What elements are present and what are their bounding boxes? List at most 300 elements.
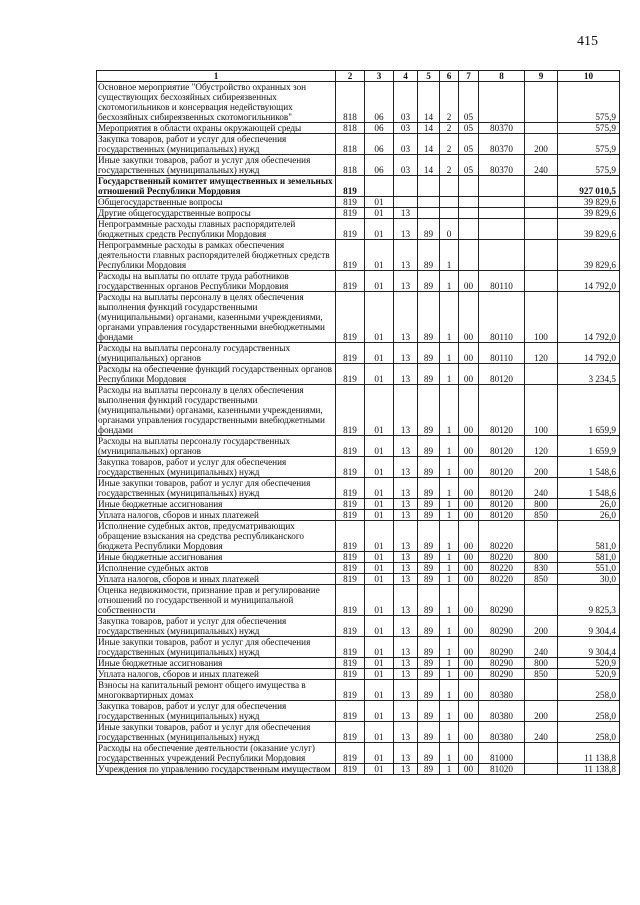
item-name: Мероприятия в области охраны окружающей среды — [97, 123, 336, 134]
code-expense-type — [525, 271, 558, 292]
code-expense-type: 100 — [525, 385, 558, 436]
code-subsection: 13 — [394, 658, 418, 669]
code-direction: 80290 — [479, 658, 525, 669]
code-section: 01 — [365, 385, 394, 436]
table-row — [97, 271, 620, 292]
code-grbs: 819 — [336, 563, 365, 574]
table-body — [97, 82, 620, 775]
code-event: 00 — [459, 478, 479, 499]
code-subprogram: 1 — [440, 637, 459, 658]
amount: 258,0 — [558, 701, 620, 722]
code-section: 01 — [365, 616, 394, 637]
code-grbs: 819 — [336, 722, 365, 743]
code-expense-type: 830 — [525, 563, 558, 574]
code-event: 00 — [459, 521, 479, 552]
code-expense-type — [525, 585, 558, 616]
code-subsection: 13 — [394, 271, 418, 292]
code-expense-type — [525, 521, 558, 552]
code-subsection: 13 — [394, 521, 418, 552]
code-event: 00 — [459, 292, 479, 343]
code-program: 14 — [418, 123, 440, 134]
amount: 1 548,6 — [558, 457, 620, 478]
table-row — [97, 436, 620, 457]
item-name: Закупка товаров, работ и услуг для обеспечения государственных (муниципальных) нужд — [97, 701, 336, 722]
code-expense-type: 200 — [525, 701, 558, 722]
code-section: 01 — [365, 701, 394, 722]
table-row — [97, 521, 620, 552]
code-program — [418, 176, 440, 197]
code-program: 89 — [418, 219, 440, 240]
code-program: 89 — [418, 722, 440, 743]
amount: 575,9 — [558, 134, 620, 155]
table-row — [97, 385, 620, 436]
table-row — [97, 134, 620, 155]
amount: 14 792,0 — [558, 343, 620, 364]
code-event: 00 — [459, 637, 479, 658]
code-section: 01 — [365, 669, 394, 680]
table-row — [97, 669, 620, 680]
code-subsection: 13 — [394, 637, 418, 658]
code-expense-type: 100 — [525, 292, 558, 343]
code-subsection: 13 — [394, 510, 418, 521]
amount: 39 829,6 — [558, 240, 620, 271]
code-expense-type: 120 — [525, 343, 558, 364]
item-name: Закупка товаров, работ и услуг для обеспечения государственных (муниципальных) нужд — [97, 134, 336, 155]
code-section: 06 — [365, 134, 394, 155]
table-row — [97, 343, 620, 364]
code-program: 89 — [418, 552, 440, 563]
code-event — [459, 197, 479, 208]
code-expense-type: 800 — [525, 658, 558, 669]
amount: 11 138,8 — [558, 743, 620, 764]
item-name: Расходы на обеспечение функций государственных органов Республики Мордовия — [97, 364, 336, 385]
column-header: 6 — [440, 71, 459, 82]
code-direction: 80220 — [479, 574, 525, 585]
amount: 14 792,0 — [558, 292, 620, 343]
amount: 9 304,4 — [558, 637, 620, 658]
code-direction — [479, 219, 525, 240]
code-direction: 80120 — [479, 499, 525, 510]
code-section: 01 — [365, 510, 394, 521]
code-expense-type: 850 — [525, 574, 558, 585]
code-event — [459, 240, 479, 271]
item-name: Расходы на выплаты персоналу в целях обеспечения выполнения функций государственными (муниципальными) органами, казенными учреждениями, органами управления государственными внебюджетными фондами — [97, 292, 336, 343]
code-direction: 80290 — [479, 669, 525, 680]
amount: 11 138,8 — [558, 764, 620, 775]
code-program: 89 — [418, 701, 440, 722]
code-expense-type — [525, 364, 558, 385]
table-row — [97, 499, 620, 510]
code-grbs: 819 — [336, 585, 365, 616]
header-row — [97, 71, 620, 82]
code-program: 89 — [418, 364, 440, 385]
code-grbs: 819 — [336, 208, 365, 219]
code-grbs: 819 — [336, 510, 365, 521]
code-direction: 80110 — [479, 271, 525, 292]
amount: 30,0 — [558, 574, 620, 585]
table-row — [97, 478, 620, 499]
code-program: 89 — [418, 637, 440, 658]
code-section: 01 — [365, 764, 394, 775]
code-subsection: 13 — [394, 680, 418, 701]
code-event: 00 — [459, 585, 479, 616]
code-expense-type: 800 — [525, 552, 558, 563]
code-subsection: 13 — [394, 208, 418, 219]
code-direction — [479, 82, 525, 123]
code-subsection: 13 — [394, 552, 418, 563]
code-subprogram: 1 — [440, 457, 459, 478]
page-number: 415 — [577, 34, 598, 49]
code-program: 89 — [418, 658, 440, 669]
item-name: Исполнение судебных актов — [97, 563, 336, 574]
amount: 1 659,9 — [558, 436, 620, 457]
code-subsection: 13 — [394, 436, 418, 457]
column-header: 5 — [418, 71, 440, 82]
code-grbs: 819 — [336, 680, 365, 701]
code-direction: 80370 — [479, 123, 525, 134]
table-row — [97, 585, 620, 616]
amount: 927 010,5 — [558, 176, 620, 197]
code-subprogram: 1 — [440, 292, 459, 343]
code-grbs: 819 — [336, 197, 365, 208]
amount: 575,9 — [558, 155, 620, 176]
table-row — [97, 637, 620, 658]
code-direction: 80380 — [479, 680, 525, 701]
code-subsection: 03 — [394, 123, 418, 134]
amount: 581,0 — [558, 521, 620, 552]
code-grbs: 819 — [336, 271, 365, 292]
code-subprogram: 1 — [440, 552, 459, 563]
code-subprogram: 1 — [440, 680, 459, 701]
code-section: 01 — [365, 343, 394, 364]
code-section: 01 — [365, 240, 394, 271]
item-name: Иные закупки товаров, работ и услуг для обеспечения государственных (муниципальных) нужд — [97, 637, 336, 658]
code-section: 01 — [365, 499, 394, 510]
code-grbs: 819 — [336, 701, 365, 722]
code-event: 00 — [459, 722, 479, 743]
table-row — [97, 123, 620, 134]
code-event: 00 — [459, 271, 479, 292]
code-subsection: 13 — [394, 385, 418, 436]
code-direction: 80120 — [479, 385, 525, 436]
code-subprogram: 2 — [440, 134, 459, 155]
code-subprogram: 1 — [440, 563, 459, 574]
code-section: 01 — [365, 743, 394, 764]
table-row — [97, 82, 620, 123]
item-name: Иные закупки товаров, работ и услуг для обеспечения государственных (муниципальных) нужд — [97, 722, 336, 743]
code-subprogram: 0 — [440, 219, 459, 240]
column-header: 1 — [97, 71, 336, 82]
code-direction: 80120 — [479, 478, 525, 499]
code-program — [418, 197, 440, 208]
code-direction: 80110 — [479, 292, 525, 343]
code-direction: 80220 — [479, 552, 525, 563]
table-row — [97, 616, 620, 637]
code-grbs: 819 — [336, 743, 365, 764]
item-name: Учреждения по управлению государственным имуществом — [97, 764, 336, 775]
code-expense-type: 200 — [525, 457, 558, 478]
amount: 26,0 — [558, 499, 620, 510]
code-direction — [479, 197, 525, 208]
code-subsection: 03 — [394, 155, 418, 176]
code-direction: 80120 — [479, 510, 525, 521]
code-event: 00 — [459, 457, 479, 478]
table-row — [97, 176, 620, 197]
code-grbs: 819 — [336, 364, 365, 385]
item-name: Государственный комитет имущественных и земельных отношений Республики Мордовия — [97, 176, 336, 197]
code-section: 01 — [365, 563, 394, 574]
code-grbs: 818 — [336, 82, 365, 123]
code-direction: 81000 — [479, 743, 525, 764]
code-direction: 80380 — [479, 701, 525, 722]
code-section: 01 — [365, 658, 394, 669]
code-program: 89 — [418, 563, 440, 574]
code-event: 05 — [459, 155, 479, 176]
code-subsection: 13 — [394, 574, 418, 585]
amount: 551,0 — [558, 563, 620, 574]
code-grbs: 819 — [336, 478, 365, 499]
budget-table — [96, 70, 620, 775]
code-subsection: 13 — [394, 563, 418, 574]
code-expense-type — [525, 208, 558, 219]
code-subsection: 13 — [394, 292, 418, 343]
code-event: 00 — [459, 343, 479, 364]
code-subprogram — [440, 176, 459, 197]
code-section — [365, 176, 394, 197]
code-expense-type — [525, 764, 558, 775]
amount: 1 659,9 — [558, 385, 620, 436]
code-section: 01 — [365, 552, 394, 563]
code-event: 00 — [459, 385, 479, 436]
table-row — [97, 240, 620, 271]
code-program: 89 — [418, 457, 440, 478]
item-name: Закупка товаров, работ и услуг для обеспечения государственных (муниципальных) нужд — [97, 616, 336, 637]
code-subprogram: 1 — [440, 271, 459, 292]
code-direction: 80380 — [479, 722, 525, 743]
code-subsection — [394, 197, 418, 208]
item-name: Исполнение судебных актов, предусматривающих обращение взыскания на средства республиканского бюджета Республики Мордовия — [97, 521, 336, 552]
code-expense-type: 850 — [525, 510, 558, 521]
table-row — [97, 292, 620, 343]
code-subprogram — [440, 208, 459, 219]
code-grbs: 819 — [336, 457, 365, 478]
code-grbs: 819 — [336, 574, 365, 585]
code-program: 14 — [418, 155, 440, 176]
code-subsection: 13 — [394, 669, 418, 680]
code-subsection: 13 — [394, 764, 418, 775]
table-header — [97, 71, 620, 82]
code-subsection: 13 — [394, 499, 418, 510]
table-row — [97, 574, 620, 585]
code-section: 01 — [365, 585, 394, 616]
code-subprogram: 1 — [440, 436, 459, 457]
code-expense-type: 120 — [525, 436, 558, 457]
column-header: 9 — [525, 71, 558, 82]
code-section: 06 — [365, 123, 394, 134]
amount: 520,9 — [558, 669, 620, 680]
code-event: 05 — [459, 134, 479, 155]
code-program: 89 — [418, 292, 440, 343]
code-subprogram: 1 — [440, 743, 459, 764]
code-expense-type — [525, 176, 558, 197]
code-direction: 80110 — [479, 343, 525, 364]
code-expense-type: 240 — [525, 637, 558, 658]
code-event: 00 — [459, 764, 479, 775]
amount: 39 829,6 — [558, 197, 620, 208]
amount: 3 234,5 — [558, 364, 620, 385]
code-subsection: 13 — [394, 343, 418, 364]
code-section: 06 — [365, 82, 394, 123]
code-direction: 80290 — [479, 585, 525, 616]
code-section: 01 — [365, 457, 394, 478]
code-grbs: 818 — [336, 155, 365, 176]
code-grbs: 819 — [336, 385, 365, 436]
code-expense-type — [525, 680, 558, 701]
code-program: 89 — [418, 764, 440, 775]
code-direction: 81020 — [479, 764, 525, 775]
code-grbs: 819 — [336, 292, 365, 343]
item-name: Уплата налогов, сборов и иных платежей — [97, 510, 336, 521]
code-expense-type — [525, 123, 558, 134]
amount: 575,9 — [558, 82, 620, 123]
code-event — [459, 176, 479, 197]
column-header: 2 — [336, 71, 365, 82]
code-direction: 80290 — [479, 616, 525, 637]
item-name: Расходы на выплаты персоналу государственных (муниципальных) органов — [97, 436, 336, 457]
item-name: Уплата налогов, сборов и иных платежей — [97, 669, 336, 680]
code-expense-type: 200 — [525, 616, 558, 637]
code-program: 89 — [418, 585, 440, 616]
code-section: 01 — [365, 521, 394, 552]
code-program: 89 — [418, 385, 440, 436]
code-grbs: 819 — [336, 658, 365, 669]
code-grbs: 819 — [336, 764, 365, 775]
code-grbs: 818 — [336, 134, 365, 155]
code-event: 00 — [459, 499, 479, 510]
amount: 9 304,4 — [558, 616, 620, 637]
code-subprogram: 1 — [440, 478, 459, 499]
item-name: Общегосударственные вопросы — [97, 197, 336, 208]
code-grbs: 819 — [336, 219, 365, 240]
table-row — [97, 197, 620, 208]
code-section: 01 — [365, 364, 394, 385]
code-grbs: 819 — [336, 499, 365, 510]
code-section: 01 — [365, 478, 394, 499]
code-direction — [479, 240, 525, 271]
code-event: 00 — [459, 552, 479, 563]
code-expense-type: 800 — [525, 499, 558, 510]
item-name: Расходы на выплаты персоналу государственных (муниципальных) органов — [97, 343, 336, 364]
code-section: 06 — [365, 155, 394, 176]
code-subprogram: 1 — [440, 669, 459, 680]
code-event: 00 — [459, 563, 479, 574]
code-event: 00 — [459, 658, 479, 669]
code-subsection: 13 — [394, 457, 418, 478]
code-event: 05 — [459, 123, 479, 134]
code-event: 00 — [459, 701, 479, 722]
amount: 258,0 — [558, 680, 620, 701]
code-event: 05 — [459, 82, 479, 123]
code-subprogram: 1 — [440, 364, 459, 385]
column-header: 4 — [394, 71, 418, 82]
item-name: Иные бюджетные ассигнования — [97, 658, 336, 669]
table-row — [97, 680, 620, 701]
item-name: Иные закупки товаров, работ и услуг для обеспечения государственных (муниципальных) нужд — [97, 478, 336, 499]
amount: 14 792,0 — [558, 271, 620, 292]
item-name: Основное мероприятие "Обустройство охранных зон существующих бесхозяйных сибиреязвенных скотомогильников и консервация недействующих бесхозяйных сибиреязвенных скотомогильников" — [97, 82, 336, 123]
code-expense-type — [525, 219, 558, 240]
code-subsection: 13 — [394, 616, 418, 637]
code-program: 89 — [418, 343, 440, 364]
table-row — [97, 722, 620, 743]
item-name: Взносы на капитальный ремонт общего имущества в многоквартирных домах — [97, 680, 336, 701]
code-direction: 80120 — [479, 436, 525, 457]
code-direction: 80370 — [479, 155, 525, 176]
code-event: 00 — [459, 680, 479, 701]
code-section: 01 — [365, 292, 394, 343]
code-event: 00 — [459, 510, 479, 521]
code-subsection: 13 — [394, 219, 418, 240]
table-row — [97, 701, 620, 722]
table-row — [97, 208, 620, 219]
code-expense-type: 240 — [525, 722, 558, 743]
code-program: 14 — [418, 82, 440, 123]
amount: 1 548,6 — [558, 478, 620, 499]
code-program: 89 — [418, 521, 440, 552]
amount: 575,9 — [558, 123, 620, 134]
code-subsection — [394, 176, 418, 197]
column-header: 8 — [479, 71, 525, 82]
code-section: 01 — [365, 271, 394, 292]
code-subsection: 13 — [394, 478, 418, 499]
code-grbs: 819 — [336, 521, 365, 552]
code-direction: 80220 — [479, 563, 525, 574]
code-subprogram: 1 — [440, 658, 459, 669]
code-subsection: 03 — [394, 82, 418, 123]
code-program — [418, 208, 440, 219]
code-subprogram: 2 — [440, 155, 459, 176]
code-grbs: 818 — [336, 123, 365, 134]
column-header: 3 — [365, 71, 394, 82]
code-event — [459, 208, 479, 219]
code-subprogram: 1 — [440, 499, 459, 510]
table-row — [97, 563, 620, 574]
code-subprogram: 2 — [440, 82, 459, 123]
code-event: 00 — [459, 574, 479, 585]
code-program: 89 — [418, 680, 440, 701]
code-section: 01 — [365, 436, 394, 457]
code-subprogram: 1 — [440, 616, 459, 637]
code-subsection: 13 — [394, 701, 418, 722]
item-name: Иные бюджетные ассигнования — [97, 499, 336, 510]
column-header: 10 — [558, 71, 620, 82]
table-row — [97, 457, 620, 478]
amount: 520,9 — [558, 658, 620, 669]
code-program: 89 — [418, 240, 440, 271]
code-event: 00 — [459, 616, 479, 637]
code-grbs: 819 — [336, 616, 365, 637]
code-section: 01 — [365, 219, 394, 240]
item-name: Расходы на выплаты персоналу в целях обеспечения выполнения функций государственными (муниципальными) органами, казенными учреждениями, органами управления государственными внебюджетными фондами — [97, 385, 336, 436]
item-name: Закупка товаров, работ и услуг для обеспечения государственных (муниципальных) нужд — [97, 457, 336, 478]
item-name: Расходы на обеспечение деятельности (оказание услуг) государственных учреждений Республики Мордовия — [97, 743, 336, 764]
code-event: 00 — [459, 669, 479, 680]
code-subprogram: 1 — [440, 701, 459, 722]
item-name: Оценка недвижимости, признание прав и регулирование отношений по государственной и муниципальной собственности — [97, 585, 336, 616]
code-expense-type: 200 — [525, 134, 558, 155]
code-expense-type: 240 — [525, 478, 558, 499]
code-event: 00 — [459, 743, 479, 764]
